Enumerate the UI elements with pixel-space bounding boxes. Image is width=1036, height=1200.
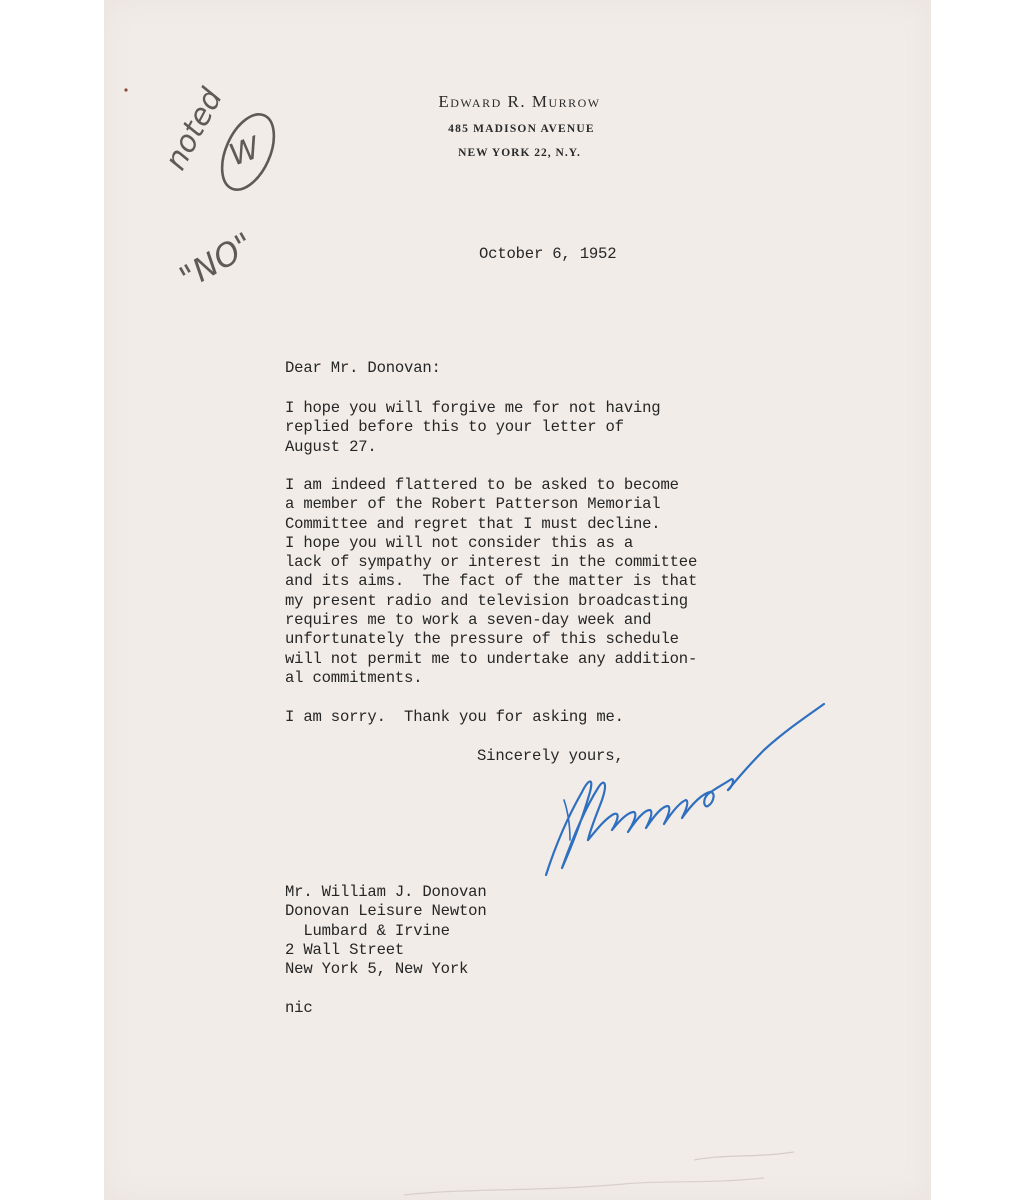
- salutation: Dear Mr. Donovan:: [285, 359, 441, 377]
- pencil-noted-text: noted: [158, 82, 230, 176]
- letterhead-city: NEW YORK 22, N.Y.: [458, 147, 581, 159]
- pencil-no-text: "NO": [173, 224, 261, 297]
- faint-reverse-markings: [104, 1080, 931, 1200]
- body-paragraph-2: I am indeed flattered to be asked to become a member of the Robert Patterson Memorial Committee and regret that I must decline. I hope you will not consider this as a lack of sympathy or interest in the committee and its aims. The fact of the matter is that my present radio and television broadcasting requires me to work a seven-day week and unfortunately the pressure of this schedule will not permit me to undertake any addition- al commitments.: [285, 476, 698, 687]
- letterhead-address: 485 MADISON AVENUE: [448, 123, 595, 135]
- letterhead-name: Edward R. Murrow: [438, 92, 601, 111]
- pencil-circled-initial: W: [224, 130, 265, 174]
- recipient-address: Mr. William J. Donovan Donovan Leisure Newton Lumbard & Irvine 2 Wall Street New York 5, New York: [285, 883, 487, 979]
- letter-sheet: [104, 0, 931, 1200]
- letter-date: October 6, 1952: [479, 245, 617, 263]
- pencil-annotations: [104, 0, 931, 320]
- body-paragraph-3: I am sorry. Thank you for asking me.: [285, 708, 624, 726]
- body-paragraph-1: I hope you will forgive me for not having replied before this to your letter of August 27.: [285, 399, 661, 456]
- typist-initials: nic: [285, 999, 313, 1017]
- closing: Sincerely yours,: [477, 747, 624, 765]
